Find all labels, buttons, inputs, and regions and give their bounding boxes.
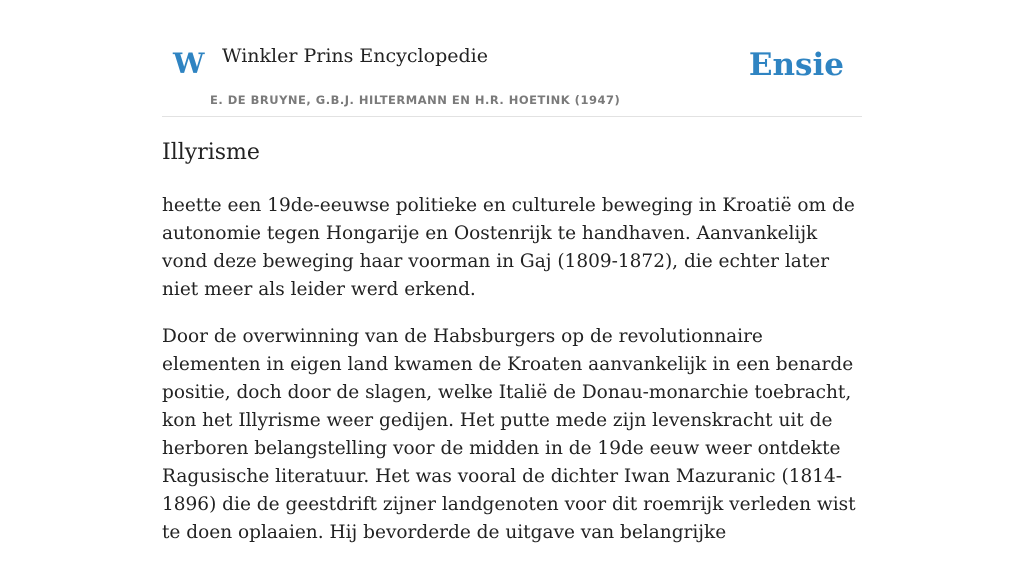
publication-logo[interactable]: W	[173, 47, 205, 80]
brand-logo[interactable]: Ensie	[748, 47, 844, 83]
article-body	[162, 192, 862, 566]
article-paragraph: Door de overwinning van de Habsburgers op de revolutionnaire elementen in eigen land kwamen de Kroaten aanvankelijk in een benarde positie, doch door de slagen, welke Italië de Donau-monarchie toebracht, kon het Illyrisme weer gedijen. Het putte mede zijn levenskracht uit de herboren belangstelling voor de midden in de 19de eeuw weer ontdekte Ragusische literatuur. Het was vooral de dichter Iwan Mazuranic (1814-1896) die de geestdrift zijner landgenoten voor dit roemrijk verleden wist te doen oplaaien. Hij bevorderde de uitgave van belangrijke	[162, 326, 856, 543]
article-title: Illyrisme	[162, 140, 260, 165]
publication-title[interactable]: Winkler Prins Encyclopedie	[222, 45, 488, 67]
article-paragraph: heette een 19de-eeuwse politieke en culturele beweging in Kroatië om de autonomie tegen Hongarije en Oostenrijk te handhaven. Aanvankelijk vond deze beweging haar voorman in Gaj (1809-1872), die echter later niet meer als leider werd erkend.	[162, 195, 855, 300]
publication-authors: E. DE BRUYNE, G.B.J. HILTERMANN EN H.R. HOETINK (1947)	[210, 93, 621, 107]
site-header	[162, 0, 862, 117]
